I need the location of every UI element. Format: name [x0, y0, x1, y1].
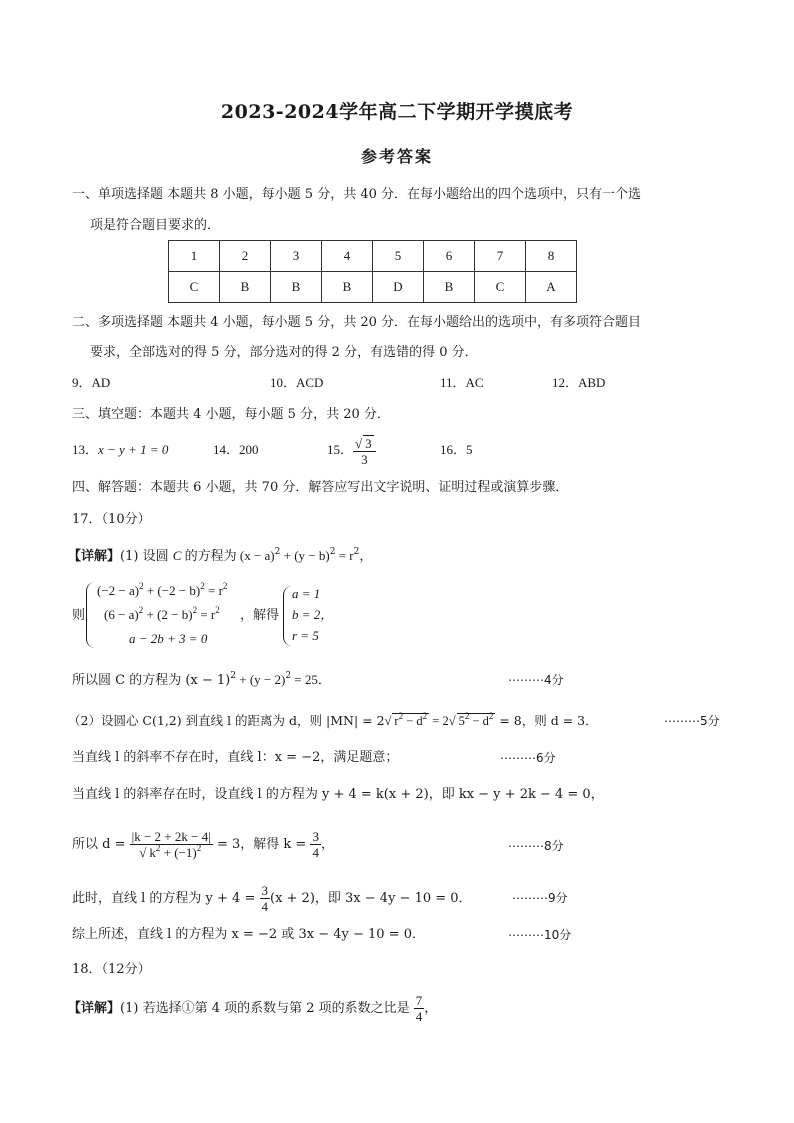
answer-table-numbers-row — [169, 241, 577, 272]
q17-sol2: b = 2， — [292, 607, 334, 622]
answer-table — [168, 240, 577, 303]
table-cell: 6 — [424, 241, 475, 272]
q17-sys-row1-b: + (−2 − b) — [143, 583, 201, 598]
q17-p2-r2: 5 — [458, 714, 465, 728]
q17-ze: 则 — [72, 608, 86, 623]
q17-p2-r1: r — [394, 714, 399, 728]
q18-ratio-fraction — [414, 993, 425, 1024]
table-cell: 1 — [169, 241, 220, 272]
answer-14: 14．200 — [213, 442, 259, 457]
q17-dist-post: = 3，解得 k = — [212, 837, 311, 852]
q17-k-num: 3 — [312, 829, 319, 844]
q17-sys-row2-c: = r — [197, 607, 216, 622]
q17-p1-eq-a: 的方程为 (x − a) — [181, 548, 275, 563]
q17-case-slope: 当直线 l 的斜率存在时，设直线 l 的方程为 y + 4 = k(x + 2)，即 kx − y + 2k − 4 = 0， — [72, 787, 604, 802]
q17-dist-den-b: + (−1) — [160, 845, 197, 860]
q17-jiede: ，解得 — [240, 608, 280, 623]
q17-solution-row1 — [292, 583, 320, 604]
q17-solution-brace — [283, 586, 292, 646]
section2-heading: 二、多项选择题 本题共 4 小题，每小题 5 分，共 20 分．在每小题给出的选项中，有多项符合题目 — [72, 315, 642, 330]
q17-sol3: r = 5 — [292, 628, 319, 643]
q17-summary: 综上所述，直线 l 的方程为 x = −2 或 3x − 4y − 10 = 0． — [72, 927, 425, 942]
table-cell: 4 — [322, 241, 373, 272]
answer-10: 10．ACD — [270, 375, 324, 390]
answer-15-number: 15． — [327, 442, 354, 457]
table-cell: C — [169, 272, 220, 303]
answer-12: 12．ABD — [552, 375, 606, 390]
q18-part1 — [68, 990, 437, 1028]
answer-15-fraction: $\frac{√ 3}{3}$ — [353, 436, 376, 467]
answer-table-answers-row — [169, 272, 577, 303]
table-cell: 3 — [271, 241, 322, 272]
answer-13-expression: x − y + 1 = 0 — [98, 442, 169, 457]
section4-heading: 四、解答题：本题共 6 小题，共 70 分．解答应写出文字说明、证明过程或演算步骤． — [72, 480, 569, 495]
answer-15 — [327, 432, 376, 468]
q18-p1-end: ， — [424, 1001, 438, 1016]
page-subtitle: 参考答案 — [360, 147, 433, 166]
table-cell: B — [424, 272, 475, 303]
q17-sol1: a = 1 — [292, 586, 321, 601]
q17-score-9: ⋯⋯⋯9分 — [512, 891, 568, 905]
q17-solution-row3 — [292, 625, 319, 646]
table-cell: 5 — [373, 241, 424, 272]
q17-part1-setup: 【详解】(1) 设圆 C 的方程为 $(x - a)^2 + (y - b)^2 = r^2$， — [68, 547, 373, 564]
answer-16: 16．5 — [440, 442, 473, 457]
q17-line-c-post: (x + 2)，即 3x − 4y − 10 = 0． — [270, 891, 472, 906]
q17-sys-row2-b: + (2 − b) — [143, 607, 193, 622]
q17-score-6: ⋯⋯⋯6分 — [500, 751, 556, 765]
answer-11: 11．AC — [440, 375, 484, 390]
section2-heading-cont: 要求，全部选对的得 5 分，部分选对的得 2 分，有选错的得 0 分． — [90, 345, 478, 360]
q17-p1-text: (1) 设圆 — [120, 549, 173, 564]
q17-solution-row2 — [292, 604, 333, 625]
q17-dist-den-a: k — [149, 845, 156, 860]
answer-9: 9．AD — [72, 375, 111, 390]
q17-sys-row1-a: (−2 − a) — [97, 583, 140, 598]
q17-conclusion-b: + (y − 2) — [235, 672, 286, 687]
answer-15-numerator: 3 — [365, 435, 372, 451]
q17-detail-label: 【详解】 — [68, 549, 121, 564]
q17-ratio-den: 4 — [261, 899, 268, 914]
q18-ratio-num: 7 — [415, 993, 423, 1008]
section3-heading: 三、填空题：本题共 4 小题，每小题 5 分，共 20 分． — [72, 407, 390, 422]
answer-13 — [72, 440, 168, 460]
q17-system-row2: $(6 - a)^2 + (2 - b)^2 = r^2$ — [104, 605, 220, 622]
q17-conclusion-c: = 25． — [291, 672, 331, 687]
q17-score-4: ⋯⋯⋯4分 — [508, 673, 564, 687]
section1-heading: 一、单项选择题 本题共 8 小题，每小题 5 分，共 40 分．在每小题给出的四个选项中，只有一个选 — [72, 187, 642, 202]
q17-p2-eq: = 2 — [429, 714, 449, 728]
q18-header: 18．（12分） — [72, 962, 151, 977]
q17-p2-r1b: − d — [403, 714, 423, 728]
answer-13-number: 13． — [72, 442, 99, 457]
table-cell: 8 — [526, 241, 577, 272]
q17-p1-eq-b: + (y − b) — [280, 548, 330, 563]
q17-distance-formula — [72, 826, 334, 864]
q17-dist-fraction: $\frac{|k - 2 + 2k - 4|}{√ k^2 + (-1)^2}$ — [131, 829, 211, 860]
q17-score-8: ⋯⋯⋯8分 — [508, 839, 564, 853]
q17-sys-row3: a − 2b + 3 = 0 — [129, 631, 208, 646]
q17-p2-sqrt2: $5^2 - d^2$ — [458, 711, 494, 728]
q17-header: 17．（10分） — [72, 512, 151, 527]
q17-system-brace — [86, 582, 95, 648]
page-title: 2023-2024学年高二下学期开学摸底考 — [220, 101, 574, 123]
q17-k-fraction — [310, 829, 321, 860]
q17-score-5: ⋯⋯⋯5分 — [664, 714, 720, 728]
table-cell: 2 — [220, 241, 271, 272]
table-cell: C — [475, 272, 526, 303]
table-cell: B — [220, 272, 271, 303]
q17-p1-c: C — [172, 548, 182, 563]
table-cell: B — [271, 272, 322, 303]
q17-line-equation — [72, 880, 472, 918]
q17-k-den: 4 — [312, 845, 319, 860]
table-cell: D — [373, 272, 424, 303]
q17-p1-end: ， — [359, 549, 373, 564]
q17-p1-eq-c: = r — [335, 548, 354, 563]
q17-part2-distance: （2）设圆心 C(1,2) 到直线 l 的距离为 d，则 |MN| = 2√ $r^2 - d^2 = 2√$ $5^2 - d^2 = 8$，则 d = 3． — [68, 711, 598, 728]
q18-p1: (1) 若选择①第 4 项的系数与第 2 项的系数之比是 — [120, 1001, 414, 1016]
table-cell: 7 — [475, 241, 526, 272]
q17-p2-end: = 8，则 d = 3． — [495, 713, 598, 728]
q17-line-c-pre: 此时，直线 l 的方程为 y + 4 = — [72, 891, 260, 906]
q17-p2-r2b: − d — [469, 714, 489, 728]
q17-case-vertical: 当直线 l 的斜率不存在时，直线 l：x = −2，满足题意； — [72, 750, 399, 765]
q17-dist-den: $k^2 + (-1)^2$ — [149, 843, 202, 860]
answer-15-denominator: 3 — [361, 451, 368, 467]
q17-ratio-num: 3 — [261, 883, 268, 898]
q18-ratio-den: 4 — [415, 1009, 423, 1024]
q17-ratio-fraction — [260, 883, 271, 914]
q17-dist-num: |k − 2 + 2k − 4| — [131, 829, 211, 844]
q17-system-row1: $(-2 - a)^2 + (-2 - b)^2 = r^2$ — [97, 581, 228, 598]
q17-score-10: ⋯⋯⋯10分 — [508, 928, 572, 942]
q17-p2-sqrt1: $r^2 - d^2$ — [394, 711, 428, 728]
q17-dist-end: ， — [320, 837, 334, 852]
q17-dist-pre: 所以 d = — [72, 837, 130, 852]
table-cell: B — [322, 272, 373, 303]
q17-sys-row2-a: (6 − a) — [104, 607, 139, 622]
q17-system-row3 — [129, 628, 207, 649]
q17-conclusion-a: 所以圆 C 的方程为 (x − 1) — [72, 673, 231, 688]
section1-heading-cont: 项是符合题目要求的． — [90, 218, 221, 233]
q17-sys-row1-c: = r — [204, 583, 223, 598]
q18-detail-label: 【详解】 — [68, 1001, 121, 1016]
q17-p2-a: （2）设圆心 C(1,2) 到直线 l 的距离为 d，则 |MN| = 2 — [68, 713, 385, 728]
table-cell: A — [526, 272, 577, 303]
q17-conclusion: 所以圆 C 的方程为 $(x - 1)^2 + (y - 2)^2 = 25$． — [72, 671, 331, 688]
